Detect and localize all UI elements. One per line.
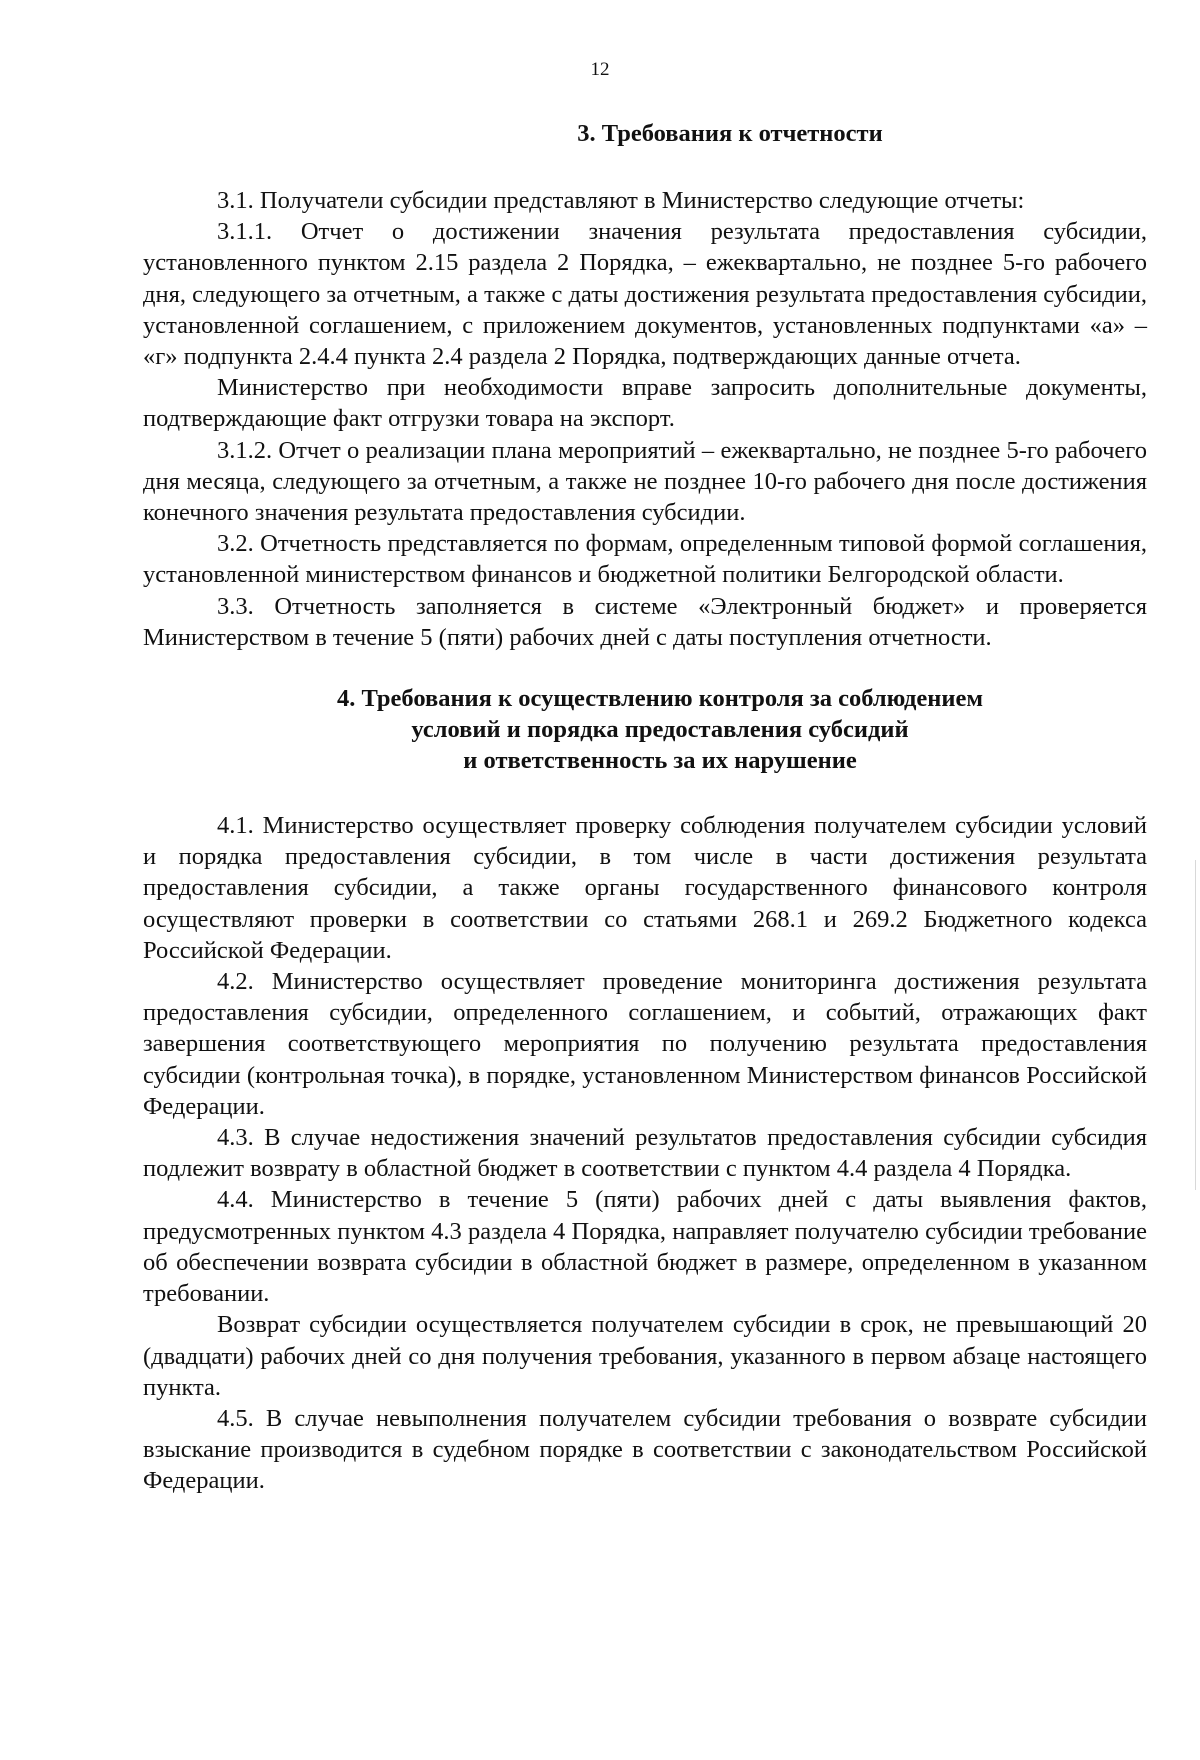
paragraph-3-3: 3.3. Отчетность заполняется в системе «Электронный бюджет» и проверяется Министерством в течение 5 (пяти) рабочих дней с даты поступления отчетности. bbox=[143, 592, 1147, 651]
section-4-title-line-2: условий и порядка предоставления субсидий bbox=[411, 716, 909, 744]
section-4-title-line-1: 4. Требования к осуществлению контроля за соблюдением bbox=[336, 685, 984, 713]
section-4-body bbox=[143, 810, 1147, 1496]
paragraph-3-2: 3.2. Отчетность представляется по формам, определенным типовой формой соглашения, установленной министерством финансов и бюджетной политики Белгородской области. bbox=[143, 530, 1147, 589]
paragraph-3-1-1-note: Министерство при необходимости вправе запросить дополнительные документы, подтверждающие факт отгрузки товара на экспорт. bbox=[143, 374, 1147, 433]
paragraph-4-2: 4.2. Министерство осуществляет проведение мониторинга достижения результата предоставления субсидии, определенного соглашением, и событий, отражающих факт завершения соответствующего мероприятия по получению результата предоставления субсидии (контрольная точка), в порядке, установленном Министерством финансов Российской Федерации. bbox=[143, 968, 1147, 1120]
section-4-title-line-3: и ответственность за их нарушение bbox=[463, 747, 857, 775]
paragraph-4-1: 4.1. Министерство осуществляет проверку соблюдения получателем субсидии условий и порядка предоставления субсидии, в том числе в части достижения результата предоставления субсидии, а также органы государственного финансового контроля осуществляют проверки в соответствии со статьями 268.1 и 269.2 Бюджетного кодекса Российской Федерации. bbox=[143, 812, 1147, 964]
scan-edge-line bbox=[1195, 860, 1196, 1190]
paragraph-4-4: 4.4. Министерство в течение 5 (пяти) рабочих дней с даты выявления фактов, предусмотренных пунктом 4.3 раздела 4 Порядка, направляет получателю субсидии требование об обеспечении возврата субсидии в областной бюджет в размере, определенном в указанном требовании. bbox=[143, 1186, 1147, 1308]
document-body bbox=[143, 118, 1147, 1497]
section-3-title: 3. Требования к отчетности bbox=[577, 120, 883, 147]
paragraph-3-1-1: 3.1.1. Отчет о достижении значения результата предоставления субсидии, установленного пунктом 2.15 раздела 2 Порядка, – ежеквартально, не позднее 5-го рабочего дня, следующего за отчетным, а также с даты достижения результата предоставления субсидии, установленной соглашением, с приложением документов, установленных подпунктами «а» – «г» подпункта 2.4.4 пункта 2.4 раздела 2 Порядка, подтверждающих данные отчета. bbox=[143, 218, 1147, 371]
paragraph-4-4-note: Возврат субсидии осуществляется получателем субсидии в срок, не превышающий 20 (двадцати) рабочих дней со дня получения требования, указанного в первом абзаце настоящего пункта. bbox=[143, 1311, 1147, 1401]
page-number: 12 bbox=[590, 59, 610, 80]
paragraph-3-1-2: 3.1.2. Отчет о реализации плана мероприятий – ежеквартально, не позднее 5-го рабочего дня месяца, следующего за отчетным, а также не позднее 10-го рабочего дня после достижения конечного значения результата предоставления субсидии. bbox=[143, 436, 1147, 527]
section-4-title bbox=[143, 683, 1147, 776]
paragraph-4-5: 4.5. В случае невыполнения получателем субсидии требования о возврате субсидии взыскание производится в судебном порядке в соответствии с законодательством Российской Федерации. bbox=[143, 1404, 1147, 1495]
section-3-body bbox=[143, 185, 1147, 653]
paragraph-4-3: 4.3. В случае недостижения значений результатов предоставления субсидии субсидия подлежит возврату в областной бюджет в соответствии с пунктом 4.4 раздела 4 Порядка. bbox=[143, 1124, 1147, 1183]
paragraph-3-1: 3.1. Получатели субсидии представляют в Министерство следующие отчеты: bbox=[217, 187, 1025, 214]
